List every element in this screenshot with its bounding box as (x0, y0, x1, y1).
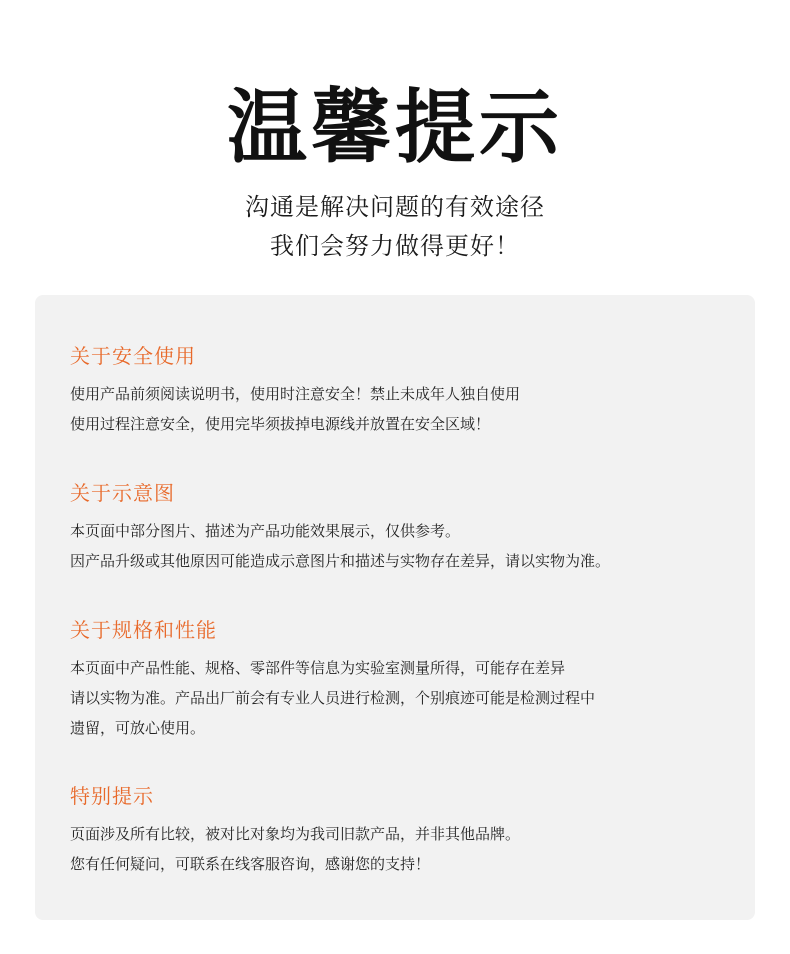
subtitle-line-2: 我们会努力做得更好！ (270, 232, 520, 260)
section-text-line: 您有任何疑问，可联系在线客服咨询，感谢您的支持！ (70, 855, 431, 873)
section-text-line: 使用过程注意安全，使用完毕须拔掉电源线并放置在安全区域！ (70, 415, 491, 433)
section-text-line: 因产品升级或其他原因可能造成示意图片和描述与实物存在差异，请以实物为准。 (70, 552, 611, 570)
section-text-line: 本页面中产品性能、规格、零部件等信息为实验室测量所得，可能存在差异 (70, 659, 566, 677)
section-title: 关于规格和性能 (70, 618, 217, 642)
section-text-line: 使用产品前须阅读说明书，使用时注意安全！禁止未成年人独自使用 (70, 385, 521, 403)
section-special-notice (70, 783, 730, 879)
page-title: 温馨提示 (227, 81, 563, 174)
section-title: 关于示意图 (70, 481, 175, 505)
section-text-line: 遗留，可放心使用。 (70, 719, 206, 737)
section-text-line: 请以实物为准。产品出厂前会有专业人员进行检测，个别痕迹可能是检测过程中 (70, 689, 596, 707)
section-title: 关于安全使用 (70, 344, 196, 368)
section-title: 特别提示 (70, 784, 154, 808)
subtitle-line-1: 沟通是解决问题的有效途径 (245, 193, 545, 221)
section-text-line: 本页面中部分图片、描述为产品功能效果展示，仅供参考。 (70, 522, 461, 540)
notice-panel (35, 295, 755, 920)
section-safe-use (70, 343, 730, 439)
section-specs-performance (70, 617, 730, 743)
section-illustration (70, 480, 730, 576)
section-text-line: 页面涉及所有比较，被对比对象均为我司旧款产品，并非其他品牌。 (70, 825, 521, 843)
